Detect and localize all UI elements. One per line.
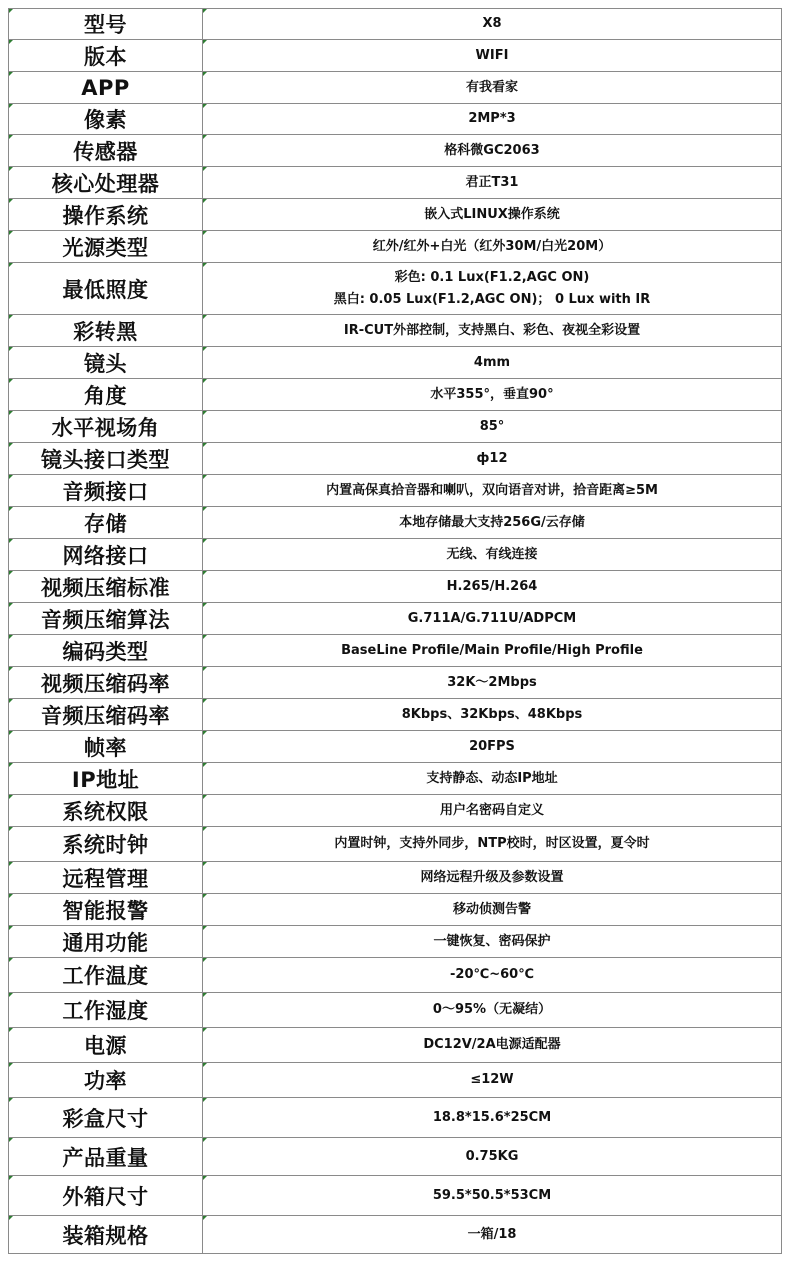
spec-value: [203, 862, 782, 894]
spec-label: 操作系统: [9, 199, 203, 231]
spec-value: [203, 475, 782, 507]
spec-value: [203, 135, 782, 167]
spec-value: [203, 443, 782, 475]
spec-value: [203, 1216, 782, 1254]
spec-row: [9, 199, 782, 231]
spec-value: [203, 347, 782, 379]
spec-label: 音频压缩码率: [9, 699, 203, 731]
spec-row: [9, 763, 782, 795]
spec-value-line: 有我看家: [465, 79, 518, 95]
spec-value-line: 君正T31: [465, 174, 519, 190]
spec-label: 产品重量: [9, 1138, 203, 1176]
spec-row: [9, 40, 782, 72]
spec-value-line: H.265/H.264: [446, 578, 538, 594]
spec-value-line: 20FPS: [469, 738, 515, 754]
spec-value: [203, 199, 782, 231]
spec-value: [203, 763, 782, 795]
spec-label: 型号: [9, 9, 203, 40]
spec-row: [9, 1028, 782, 1063]
spec-value-line: 85°: [479, 418, 505, 434]
spec-row: [9, 9, 782, 40]
spec-value: [203, 9, 782, 40]
spec-label: 帧率: [9, 731, 203, 763]
spec-table-body: [9, 9, 782, 1254]
spec-value-line: ≤12W: [470, 1072, 514, 1087]
spec-value-line: 18.8*15.6*25CM: [432, 1109, 552, 1125]
spec-value: [203, 635, 782, 667]
spec-row: [9, 1098, 782, 1138]
spec-row: [9, 379, 782, 411]
spec-row: [9, 1216, 782, 1254]
spec-value-line: WIFI: [475, 47, 509, 63]
spec-label: 系统权限: [9, 795, 203, 827]
spec-label: 音频接口: [9, 475, 203, 507]
spec-row: [9, 507, 782, 539]
spec-value-line: 2MP*3: [468, 111, 516, 126]
spec-value: [203, 167, 782, 199]
spec-value-line: 0.75KG: [465, 1148, 519, 1164]
spec-label: 传感器: [9, 135, 203, 167]
spec-value-line: 一箱/18: [467, 1226, 517, 1242]
spec-value-line: 59.5*50.5*53CM: [432, 1187, 552, 1203]
spec-value: [203, 993, 782, 1028]
spec-value: [203, 231, 782, 263]
spec-row: [9, 443, 782, 475]
spec-label: 彩转黑: [9, 315, 203, 347]
spec-label: 智能报警: [9, 894, 203, 926]
spec-value-line: 4mm: [473, 354, 511, 370]
spec-value: [203, 795, 782, 827]
spec-value-line: 本地存储最大支持256G/云存储: [399, 514, 585, 530]
spec-label: 电源: [9, 1028, 203, 1063]
spec-value-line: 内置高保真拾音器和喇叭，双向语音对讲，拾音距离≥5M: [326, 482, 658, 498]
spec-value: [203, 263, 782, 315]
spec-value: [203, 1138, 782, 1176]
spec-row: [9, 926, 782, 958]
spec-value-line: IR-CUT外部控制，支持黑白、彩色、夜视全彩设置: [343, 322, 641, 338]
spec-value-line: 水平355°，垂直90°: [430, 386, 554, 402]
spec-label: 装箱规格: [9, 1216, 203, 1254]
spec-label: 系统时钟: [9, 827, 203, 862]
spec-value: [203, 894, 782, 926]
spec-value: [203, 731, 782, 763]
spec-label: 镜头: [9, 347, 203, 379]
spec-value-line: 嵌入式LINUX操作系统: [424, 206, 560, 222]
spec-value-line: 格科微GC2063: [444, 142, 540, 158]
spec-row: [9, 635, 782, 667]
spec-value-line: 黑白: 0.05 Lux(F1.2,AGC ON)； 0 Lux with IR: [333, 291, 651, 307]
spec-value-line: 移动侦测告警: [452, 901, 531, 917]
spec-value: [203, 958, 782, 993]
spec-label: 彩盒尺寸: [9, 1098, 203, 1138]
spec-label: 核心处理器: [9, 167, 203, 199]
spec-label: 工作温度: [9, 958, 203, 993]
spec-row: [9, 347, 782, 379]
spec-value-line: 无线、有线连接: [446, 546, 538, 562]
spec-value-line: 32K～2Mbps: [447, 674, 537, 690]
spec-value: [203, 667, 782, 699]
spec-row: [9, 231, 782, 263]
spec-value: [203, 827, 782, 862]
spec-label: 音频压缩算法: [9, 603, 203, 635]
spec-value: [203, 1063, 782, 1098]
spec-value-line: 红外/红外+白光（红外30M/白光20M）: [372, 238, 612, 254]
spec-label: 光源类型: [9, 231, 203, 263]
spec-value-line: 彩色: 0.1 Lux(F1.2,AGC ON): [394, 269, 590, 285]
spec-row: [9, 167, 782, 199]
spec-label: 水平视场角: [9, 411, 203, 443]
spec-label: 版本: [9, 40, 203, 72]
spec-value-line: ф12: [476, 450, 508, 466]
spec-value-line: 8Kbps、32Kbps、48Kbps: [401, 706, 583, 722]
spec-label: 功率: [9, 1063, 203, 1098]
spec-value: [203, 315, 782, 347]
spec-label: 视频压缩码率: [9, 667, 203, 699]
spec-row: [9, 795, 782, 827]
spec-row: [9, 603, 782, 635]
spec-value-line: 支持静态、动态IP地址: [426, 770, 558, 786]
spec-value: [203, 507, 782, 539]
spec-value-line: 一键恢复、密码保护: [433, 933, 551, 949]
spec-row: [9, 1176, 782, 1216]
spec-row: [9, 862, 782, 894]
spec-value: [203, 104, 782, 135]
spec-label: 视频压缩标准: [9, 571, 203, 603]
spec-row: [9, 475, 782, 507]
spec-row: [9, 731, 782, 763]
spec-value: [203, 926, 782, 958]
spec-value-line: 0～95%（无凝结）: [432, 1002, 552, 1017]
spec-row: [9, 135, 782, 167]
spec-value-line: 内置时钟，支持外同步，NTP校时，时区设置，夏令时: [334, 836, 650, 851]
spec-value-line: 网络远程升级及参数设置: [420, 869, 564, 885]
spec-label: 外箱尺寸: [9, 1176, 203, 1216]
spec-label: 网络接口: [9, 539, 203, 571]
spec-value: [203, 539, 782, 571]
spec-value: [203, 699, 782, 731]
spec-label: 远程管理: [9, 862, 203, 894]
spec-label: APP: [9, 72, 203, 104]
spec-label: 存储: [9, 507, 203, 539]
spec-label: IP地址: [9, 763, 203, 795]
spec-value: [203, 72, 782, 104]
spec-value-line: 用户名密码自定义: [439, 802, 544, 818]
spec-row: [9, 958, 782, 993]
spec-value: [203, 1176, 782, 1216]
spec-label: 最低照度: [9, 263, 203, 315]
spec-value-line: X8: [482, 16, 502, 31]
spec-row: [9, 667, 782, 699]
spec-label: 角度: [9, 379, 203, 411]
spec-row: [9, 263, 782, 315]
spec-value: [203, 1098, 782, 1138]
spec-table: [8, 8, 782, 1254]
spec-row: [9, 571, 782, 603]
spec-value-line: DC12V/2A电源适配器: [423, 1037, 561, 1052]
spec-row: [9, 993, 782, 1028]
spec-value: [203, 411, 782, 443]
spec-value: [203, 1028, 782, 1063]
spec-value: [203, 571, 782, 603]
spec-value-line: G.711A/G.711U/ADPCM: [407, 610, 577, 626]
spec-row: [9, 72, 782, 104]
spec-row: [9, 411, 782, 443]
spec-value: [203, 40, 782, 72]
spec-label: 编码类型: [9, 635, 203, 667]
spec-value: [203, 603, 782, 635]
spec-row: [9, 539, 782, 571]
spec-label: 通用功能: [9, 926, 203, 958]
spec-row: [9, 1138, 782, 1176]
spec-label: 像素: [9, 104, 203, 135]
spec-row: [9, 104, 782, 135]
spec-row: [9, 894, 782, 926]
spec-label: 工作湿度: [9, 993, 203, 1028]
spec-label: 镜头接口类型: [9, 443, 203, 475]
spec-value-line: BaseLine Profile/Main Profile/High Profile: [341, 642, 643, 658]
spec-value: [203, 379, 782, 411]
spec-row: [9, 1063, 782, 1098]
spec-row: [9, 315, 782, 347]
spec-row: [9, 827, 782, 862]
spec-row: [9, 699, 782, 731]
spec-value-line: -20℃~60℃: [450, 967, 534, 982]
